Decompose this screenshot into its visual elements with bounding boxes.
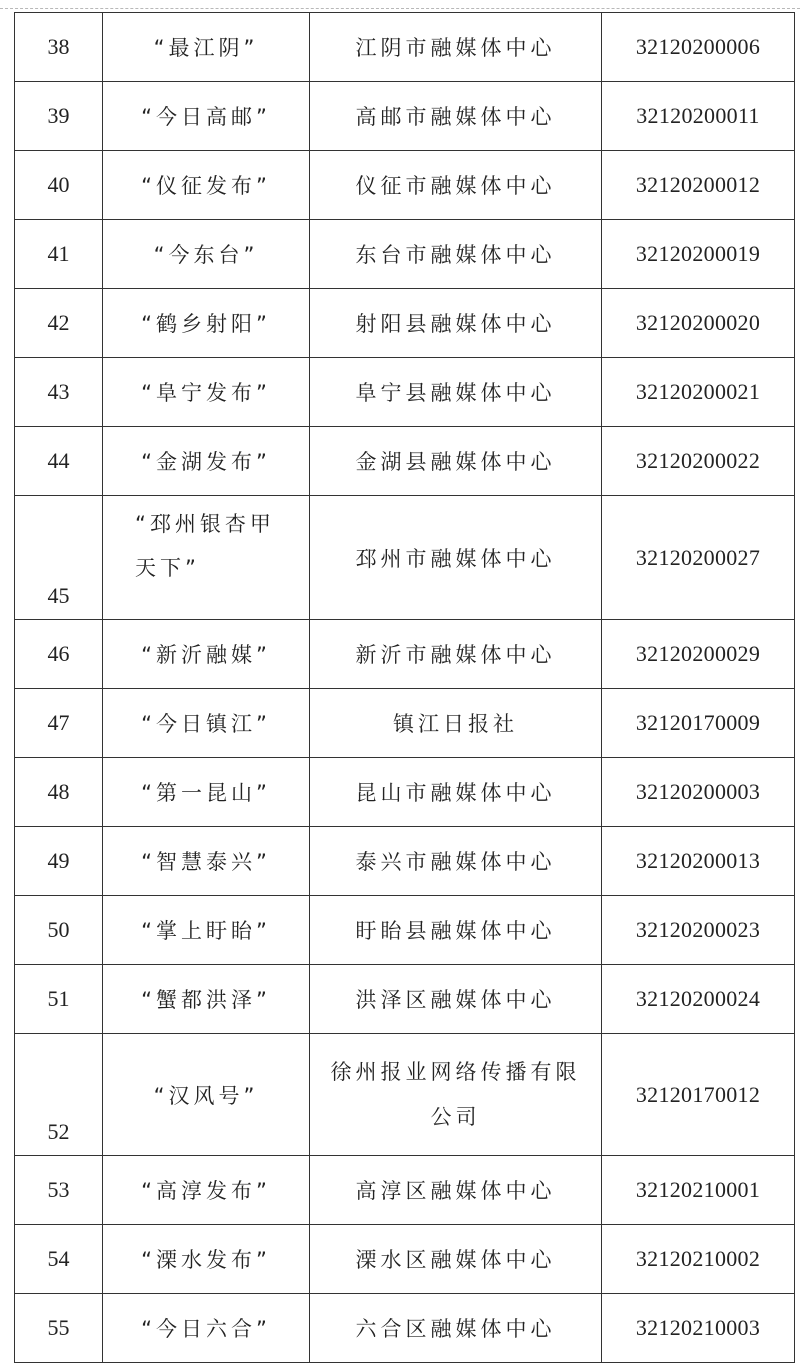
account-name: “金湖发布” [103, 427, 310, 496]
row-number: 40 [15, 151, 103, 220]
account-name: “今日高邮” [103, 82, 310, 151]
license-code: 32120200006 [602, 13, 795, 82]
row-number: 48 [15, 758, 103, 827]
row-number: 43 [15, 358, 103, 427]
organization-name: 盱眙县融媒体中心 [310, 896, 602, 965]
table-row [15, 1225, 795, 1294]
license-code: 32120210002 [602, 1225, 795, 1294]
table-row [15, 620, 795, 689]
page-edge-dashed-line [0, 8, 800, 9]
row-number: 55 [15, 1294, 103, 1363]
organization-name: 阜宁县融媒体中心 [310, 358, 602, 427]
license-code: 32120170009 [602, 689, 795, 758]
account-name: “仪征发布” [103, 151, 310, 220]
license-code: 32120170012 [602, 1034, 795, 1156]
organization-name: 东台市融媒体中心 [310, 220, 602, 289]
account-name: “掌上盱眙” [103, 896, 310, 965]
row-number: 41 [15, 220, 103, 289]
table-row [15, 427, 795, 496]
row-number: 44 [15, 427, 103, 496]
organization-name: 高邮市融媒体中心 [310, 82, 602, 151]
license-code: 32120200011 [602, 82, 795, 151]
license-code: 32120200023 [602, 896, 795, 965]
table-row [15, 758, 795, 827]
organization-name: 射阳县融媒体中心 [310, 289, 602, 358]
row-number: 53 [15, 1156, 103, 1225]
table-row [15, 151, 795, 220]
row-number: 52 [15, 1034, 103, 1156]
license-code: 32120210003 [602, 1294, 795, 1363]
row-number: 42 [15, 289, 103, 358]
account-name: “第一昆山” [103, 758, 310, 827]
organization-name: 溧水区融媒体中心 [310, 1225, 602, 1294]
row-number: 51 [15, 965, 103, 1034]
account-name: “今日六合” [103, 1294, 310, 1363]
license-code: 32120200022 [602, 427, 795, 496]
table-row [15, 896, 795, 965]
table-row [15, 82, 795, 151]
account-name: “高淳发布” [103, 1156, 310, 1225]
organization-name: 邳州市融媒体中心 [310, 496, 602, 620]
table-row [15, 358, 795, 427]
organization-name: 金湖县融媒体中心 [310, 427, 602, 496]
row-number: 50 [15, 896, 103, 965]
account-name: “溧水发布” [103, 1225, 310, 1294]
table-row [15, 965, 795, 1034]
license-code: 32120200021 [602, 358, 795, 427]
row-number: 45 [15, 496, 103, 620]
organization-name: 镇江日报社 [310, 689, 602, 758]
license-code: 32120200003 [602, 758, 795, 827]
account-name: “蟹都洪泽” [103, 965, 310, 1034]
table-row [15, 289, 795, 358]
table-row [15, 827, 795, 896]
account-name: “今日镇江” [103, 689, 310, 758]
table-row [15, 689, 795, 758]
license-code: 32120200020 [602, 289, 795, 358]
row-number: 46 [15, 620, 103, 689]
table-row [15, 13, 795, 82]
organization-name: 江阴市融媒体中心 [310, 13, 602, 82]
organization-name: 仪征市融媒体中心 [310, 151, 602, 220]
row-number: 38 [15, 13, 103, 82]
row-number: 47 [15, 689, 103, 758]
organization-name: 洪泽区融媒体中心 [310, 965, 602, 1034]
account-name: “鹤乡射阳” [103, 289, 310, 358]
license-code: 32120200013 [602, 827, 795, 896]
organization-name: 昆山市融媒体中心 [310, 758, 602, 827]
account-name: “汉风号” [103, 1034, 310, 1156]
row-number: 54 [15, 1225, 103, 1294]
account-name: “最江阴” [103, 13, 310, 82]
organization-name: 六合区融媒体中心 [310, 1294, 602, 1363]
account-name: “今东台” [103, 220, 310, 289]
table-row [15, 1034, 795, 1156]
organization-name: 高淳区融媒体中心 [310, 1156, 602, 1225]
license-code: 32120210001 [602, 1156, 795, 1225]
organization-name: 泰兴市融媒体中心 [310, 827, 602, 896]
license-code: 32120200027 [602, 496, 795, 620]
account-name: “新沂融媒” [103, 620, 310, 689]
organization-name: 新沂市融媒体中心 [310, 620, 602, 689]
row-number: 39 [15, 82, 103, 151]
table-row [15, 496, 795, 620]
license-code: 32120200019 [602, 220, 795, 289]
account-name: “阜宁发布” [103, 358, 310, 427]
license-code: 32120200029 [602, 620, 795, 689]
license-code: 32120200024 [602, 965, 795, 1034]
license-code: 32120200012 [602, 151, 795, 220]
media-registry-table [14, 12, 795, 1363]
table-row [15, 1156, 795, 1225]
organization-name: 徐州报业网络传播有限公司 [310, 1034, 602, 1156]
table-row [15, 1294, 795, 1363]
table-row [15, 220, 795, 289]
account-name: “邳州银杏甲天下” [103, 496, 310, 620]
account-name: “智慧泰兴” [103, 827, 310, 896]
row-number: 49 [15, 827, 103, 896]
